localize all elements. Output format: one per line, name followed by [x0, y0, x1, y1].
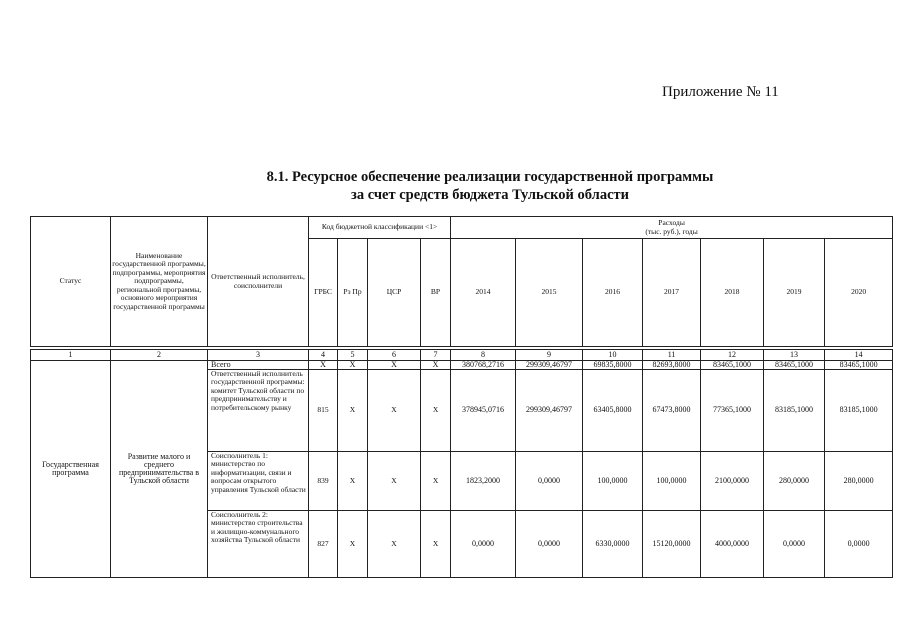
value-cell: 378945,0716: [451, 370, 516, 452]
col-number: 11: [643, 350, 701, 361]
code-cell: Х: [338, 361, 368, 370]
code-cell: 827: [309, 511, 338, 578]
code-cell: 815: [309, 370, 338, 452]
code-cell: Х: [338, 452, 368, 511]
value-cell: 299309,46797: [516, 361, 583, 370]
executor-cell: Соисполнитель 1: министерство по информатизации, связи и вопросам открытого управления Тульской области: [208, 452, 309, 511]
value-cell: 83185,1000: [764, 370, 825, 452]
value-cell: 0,0000: [451, 511, 516, 578]
col-number: 12: [701, 350, 764, 361]
header-year-2019: 2019: [764, 239, 825, 347]
value-cell: 2100,0000: [701, 452, 764, 511]
col-number: 8: [451, 350, 516, 361]
value-cell: 280,0000: [764, 452, 825, 511]
code-cell: Х: [338, 370, 368, 452]
value-cell: 4000,0000: [701, 511, 764, 578]
col-number: 10: [583, 350, 643, 361]
header-rzpr: Рз Пр: [338, 239, 368, 347]
header-year-2017: 2017: [643, 239, 701, 347]
value-cell: 83465,1000: [764, 361, 825, 370]
header-csr: ЦСР: [368, 239, 421, 347]
header-vr: ВР: [421, 239, 451, 347]
program-name-cell: Развитие малого и среднего предпринимательства в Тульской области: [111, 361, 208, 578]
col-number: 9: [516, 350, 583, 361]
expenses-title: Расходы: [658, 218, 685, 228]
col-number: 3: [208, 350, 309, 361]
value-cell: 83185,1000: [825, 370, 893, 452]
value-cell: 63405,8000: [583, 370, 643, 452]
value-cell: 1823,2000: [451, 452, 516, 511]
header-expenses-group: [451, 217, 893, 239]
header-grbs: ГРБС: [309, 239, 338, 347]
code-cell: Х: [421, 452, 451, 511]
value-cell: 82693,8000: [643, 361, 701, 370]
table-row-total: [31, 361, 893, 370]
appendix-label: Приложение № 11: [662, 84, 779, 100]
value-cell: 0,0000: [516, 511, 583, 578]
value-cell: 0,0000: [825, 511, 893, 578]
code-cell: Х: [421, 361, 451, 370]
col-number: 13: [764, 350, 825, 361]
value-cell: 280,0000: [825, 452, 893, 511]
header-year-2015: 2015: [516, 239, 583, 347]
value-cell: 0,0000: [764, 511, 825, 578]
code-cell: Х: [421, 511, 451, 578]
executor-cell: Ответственный исполнитель государственной программы: комитет Тульской области по предпринимательству и потребительскому рынку: [208, 370, 309, 452]
code-cell: Х: [368, 452, 421, 511]
code-cell: Х: [368, 511, 421, 578]
executor-cell: Всего: [208, 361, 309, 370]
col-number: 14: [825, 350, 893, 361]
value-cell: 100,0000: [583, 452, 643, 511]
value-cell: 69835,8000: [583, 361, 643, 370]
resource-table: [30, 216, 893, 578]
header-year-2018: 2018: [701, 239, 764, 347]
col-number: 1: [31, 350, 111, 361]
code-cell: Х: [338, 511, 368, 578]
expenses-subtitle: (тыс. руб.), годы: [645, 226, 698, 236]
value-cell: 0,0000: [516, 452, 583, 511]
column-number-row: [31, 350, 893, 361]
value-cell: 83465,1000: [825, 361, 893, 370]
value-cell: 100,0000: [643, 452, 701, 511]
header-executor: Ответственный исполнитель, соисполнители: [208, 217, 309, 347]
code-cell: Х: [421, 370, 451, 452]
col-number: 5: [338, 350, 368, 361]
col-number: 6: [368, 350, 421, 361]
header-status: Статус: [31, 217, 111, 347]
code-cell: 839: [309, 452, 338, 511]
col-number: 4: [309, 350, 338, 361]
value-cell: 6330,0000: [583, 511, 643, 578]
code-cell: Х: [309, 361, 338, 370]
col-number: 2: [111, 350, 208, 361]
value-cell: 77365,1000: [701, 370, 764, 452]
header-year-2014: 2014: [451, 239, 516, 347]
code-cell: Х: [368, 361, 421, 370]
value-cell: 83465,1000: [701, 361, 764, 370]
value-cell: 380768,2716: [451, 361, 516, 370]
header-code-group: Код бюджетной классификации <1>: [309, 217, 451, 239]
status-cell: Государственная программа: [31, 361, 111, 578]
document-title: [0, 168, 905, 204]
col-number: 7: [421, 350, 451, 361]
value-cell: 299309,46797: [516, 370, 583, 452]
executor-cell: Соисполнитель 2: министерство строительства и жилищно-коммунального хозяйства Тульской области: [208, 511, 309, 578]
code-cell: Х: [368, 370, 421, 452]
title-line-2: за счет средств бюджета Тульской области: [351, 187, 629, 203]
header-year-2020: 2020: [825, 239, 893, 347]
value-cell: 15120,0000: [643, 511, 701, 578]
value-cell: 67473,8000: [643, 370, 701, 452]
header-name: Наименование государственной программы, подпрограммы, мероприятия подпрограммы, региональной программы, основного мероприятия государственной программы: [111, 217, 208, 347]
header-year-2016: 2016: [583, 239, 643, 347]
title-line-1: 8.1. Ресурсное обеспечение реализации государственной программы: [266, 169, 714, 185]
